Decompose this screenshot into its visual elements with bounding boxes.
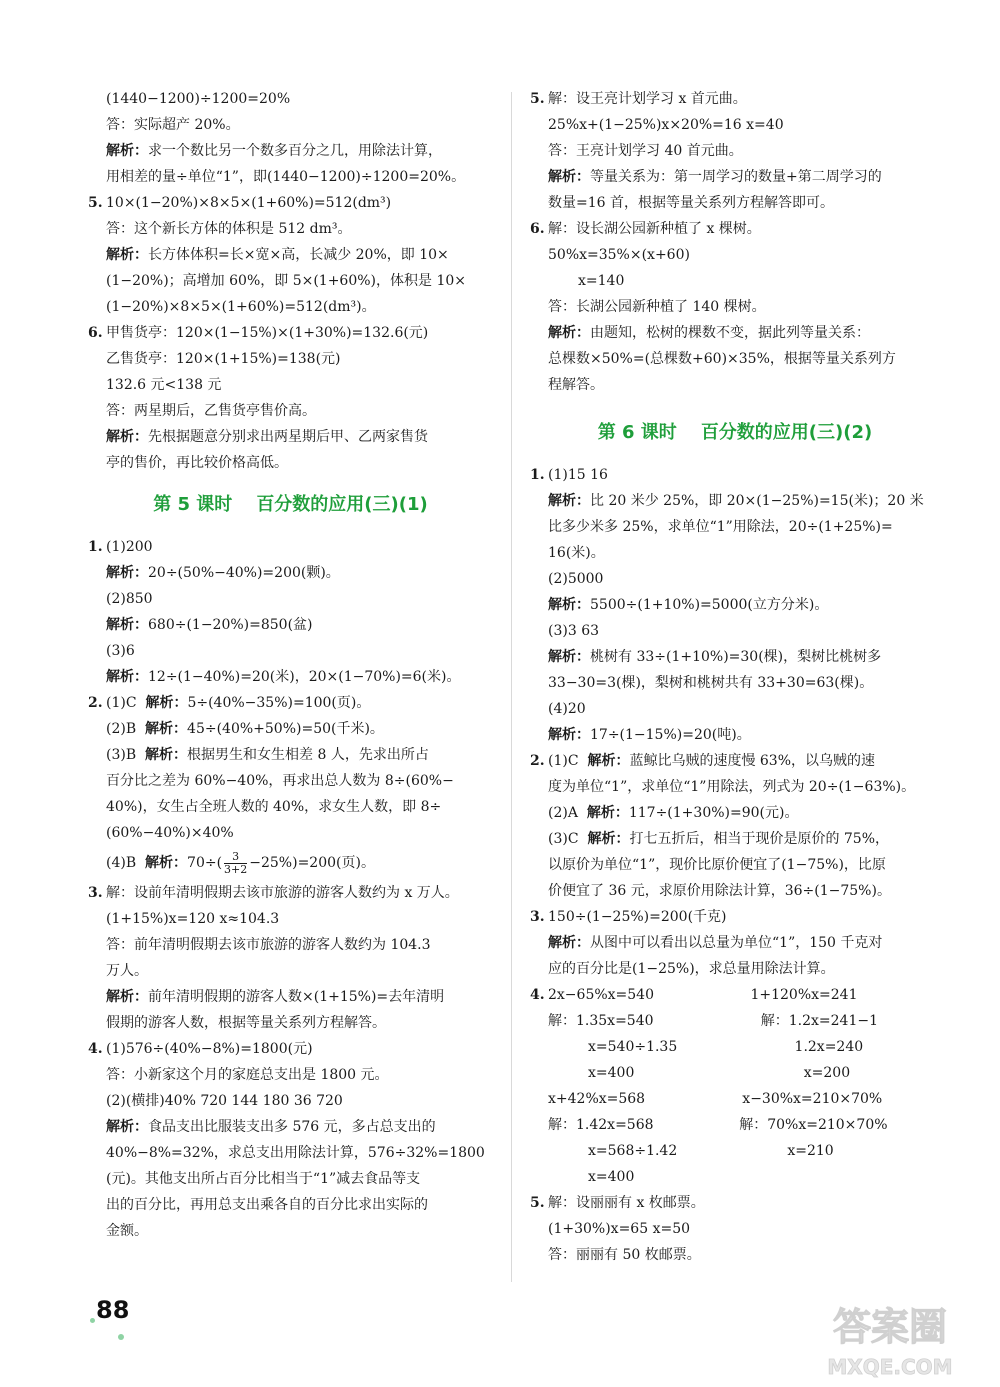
text-line bbox=[530, 722, 940, 748]
decoration-dot bbox=[90, 1318, 95, 1323]
text: 解：设王亮计划学习 x 首元曲。 bbox=[548, 91, 747, 107]
question-number: 6. bbox=[530, 221, 545, 237]
equation: 2x−65%x=540 bbox=[548, 987, 654, 1003]
analysis-label: 解析 bbox=[106, 247, 134, 263]
text-line bbox=[530, 164, 940, 190]
text-line: (1+30%)x=65 x=50 bbox=[548, 1221, 691, 1237]
text-line: (4)20 bbox=[548, 701, 586, 717]
text-line: 假期的游客人数，根据等量关系列方程解答。 bbox=[106, 1015, 386, 1031]
text-line: 出的百分比，再用总支出乘各自的百分比求出实际的 bbox=[106, 1197, 428, 1213]
question-number: 1. bbox=[530, 467, 545, 483]
colon: ： bbox=[134, 247, 148, 263]
text-line: 万人。 bbox=[106, 963, 148, 979]
text: 等量关系为：第一周学习的数量+第二周学习的 bbox=[590, 169, 882, 185]
equations-row bbox=[530, 1138, 940, 1164]
question-number: 5. bbox=[530, 1195, 545, 1211]
text-line: 答：王亮计划学习 40 首元曲。 bbox=[548, 143, 743, 159]
text-line: 应的百分比是(1−25%)，求总量用除法计算。 bbox=[548, 961, 835, 977]
equation: 解：1.2x=241−1 bbox=[760, 1013, 878, 1029]
analysis-label: 解析 bbox=[587, 831, 616, 847]
equation: x=400 bbox=[588, 1065, 635, 1081]
text: 17÷(1−15%)=20(吨)。 bbox=[590, 727, 751, 743]
text-line bbox=[88, 560, 493, 586]
colon: ： bbox=[576, 649, 590, 665]
text-line bbox=[530, 592, 940, 618]
text-line: 答：长湖公园新种植了 140 棵树。 bbox=[548, 299, 766, 315]
text-line: 40%−8%=32%，求总支出用除法计算，576÷32%=1800 bbox=[106, 1145, 485, 1161]
question-4 bbox=[88, 1036, 493, 1062]
question-number: 5. bbox=[88, 195, 103, 211]
lesson-title: 百分数的应用(三)(2) bbox=[700, 422, 873, 443]
equations-row bbox=[530, 982, 940, 1008]
text-line: (2)(横排)40% 720 144 180 36 720 bbox=[106, 1093, 343, 1109]
equation: x=568÷1.42 bbox=[588, 1143, 678, 1159]
equations-row bbox=[530, 1060, 940, 1086]
text-line: 50%x=35%×(x+60) bbox=[548, 247, 690, 263]
text: −25%)=200(页)。 bbox=[249, 855, 375, 871]
colon: ： bbox=[576, 325, 590, 341]
analysis-label: 解析 bbox=[548, 727, 576, 743]
question-5 bbox=[88, 190, 493, 216]
colon: ： bbox=[173, 695, 188, 711]
colon: ： bbox=[576, 727, 590, 743]
text-line bbox=[530, 826, 940, 852]
text-line: 132.6 元<138 元 bbox=[106, 377, 222, 393]
text: 5500÷(1+10%)=5000(立方分米)。 bbox=[590, 597, 829, 613]
analysis-label: 解析 bbox=[586, 805, 615, 821]
question-number: 4. bbox=[88, 1041, 103, 1057]
question-number: 3. bbox=[88, 885, 103, 901]
question-number: 1. bbox=[88, 539, 103, 555]
text: 解：设丽丽有 x 枚邮票。 bbox=[548, 1195, 705, 1211]
text: 117÷(1+30%)=90(元)。 bbox=[628, 805, 799, 821]
text-line: 答：两星期后，乙售货亭售价高。 bbox=[106, 403, 316, 419]
question-number: 6. bbox=[88, 325, 103, 341]
text: (3)C bbox=[548, 831, 579, 847]
colon: ： bbox=[134, 565, 148, 581]
decoration-dot bbox=[118, 1334, 124, 1340]
watermark-graphic bbox=[790, 1300, 990, 1380]
section-heading bbox=[88, 476, 493, 534]
question-number: 2. bbox=[530, 753, 545, 769]
text: 解：设前年清明假期去该市旅游的游客人数约为 x 万人。 bbox=[106, 885, 459, 901]
text-line: (3)6 bbox=[106, 643, 135, 659]
lesson-title: 百分数的应用(三)(1) bbox=[256, 494, 428, 515]
colon: ： bbox=[576, 935, 590, 951]
text: 150÷(1−25%)=200(千克) bbox=[548, 909, 727, 925]
text: (1)C bbox=[548, 753, 579, 769]
analysis-label: 解析 bbox=[106, 617, 134, 633]
text: (2)A bbox=[548, 805, 578, 821]
question-number: 3. bbox=[530, 909, 545, 925]
colon: ： bbox=[134, 429, 148, 445]
question-6 bbox=[530, 216, 940, 242]
text-line bbox=[530, 320, 940, 346]
text-line: x=140 bbox=[578, 273, 625, 289]
question-number: 4. bbox=[530, 987, 545, 1003]
text-line: 答：这个新长方体的体积是 512 dm³。 bbox=[106, 221, 352, 237]
colon: ： bbox=[615, 831, 630, 847]
analysis-label: 解析 bbox=[106, 669, 134, 685]
analysis-label: 解析 bbox=[145, 721, 174, 737]
analysis-label: 解析 bbox=[548, 597, 576, 613]
equation: x+42%x=568 bbox=[548, 1091, 646, 1107]
text-line bbox=[88, 242, 493, 268]
analysis-label: 解析 bbox=[106, 989, 134, 1005]
text-line bbox=[88, 716, 493, 742]
text-line: (元)。其他支出所占百分比相当于“1”减去食品等支 bbox=[106, 1171, 421, 1187]
question-3 bbox=[88, 880, 493, 906]
text: 蓝鲸比乌贼的速度慢 63%，以乌贼的速 bbox=[629, 753, 876, 769]
question-1 bbox=[530, 462, 940, 488]
analysis-label: 解析 bbox=[106, 1119, 134, 1135]
text: 甲售货亭：120×(1−15%)×(1+30%)=132.6(元) bbox=[106, 325, 429, 341]
analysis-label: 解析 bbox=[548, 493, 576, 509]
equation: x=200 bbox=[803, 1065, 851, 1081]
page-number: 88 bbox=[96, 1296, 130, 1324]
equations-row bbox=[530, 1034, 940, 1060]
text-line: 总棵数×50%=(总棵数+60)×35%，根据等量关系列方 bbox=[548, 351, 896, 367]
text-line bbox=[88, 612, 493, 638]
colon: ： bbox=[615, 753, 630, 769]
question-5b bbox=[530, 1190, 940, 1216]
text-line: 亭的售价，再比较价格高低。 bbox=[106, 455, 288, 471]
text: 20÷(50%−40%)=200(颗)。 bbox=[148, 565, 340, 581]
analysis-label: 解析 bbox=[145, 855, 174, 871]
colon: ： bbox=[576, 493, 590, 509]
text-line bbox=[88, 1114, 493, 1140]
text-line bbox=[88, 664, 493, 690]
text: (1)576÷(40%−8%)=1800(元) bbox=[106, 1041, 313, 1057]
text-line bbox=[530, 644, 940, 670]
equations-row bbox=[530, 1086, 940, 1112]
text-line: 比多少米多 25%，求单位“1”用除法，20÷(1+25%)= bbox=[548, 519, 893, 535]
equation: x=210 bbox=[787, 1143, 834, 1159]
text-line: 价便宜了 36 元，求原价用除法计算，36÷(1−75%)。 bbox=[548, 883, 891, 899]
question-2 bbox=[88, 690, 493, 716]
equation: x=540÷1.35 bbox=[588, 1039, 678, 1055]
equations-row bbox=[530, 1008, 940, 1034]
left-column bbox=[88, 86, 493, 1244]
text: 长方体体积=长×宽×高，长减少 20%，即 10× bbox=[148, 247, 449, 263]
text: 前年清明假期的游客人数×(1+15%)=去年清明 bbox=[148, 989, 445, 1005]
equation: 解：1.35x=540 bbox=[548, 1013, 654, 1029]
analysis-label: 解析 bbox=[548, 935, 576, 951]
column-divider bbox=[511, 92, 512, 1282]
text-line: (1440−1200)÷1200=20% bbox=[106, 91, 291, 107]
text: 70÷( bbox=[187, 855, 223, 871]
text-line: 百分比之差为 60%−40%，再求出总人数为 8÷(60%− bbox=[106, 773, 454, 789]
colon: ： bbox=[134, 669, 148, 685]
text: 12÷(1−40%)=20(米)，20×(1−70%)=6(米)。 bbox=[148, 669, 461, 685]
text: 由题知，松树的棵数不变，据此列等量关系： bbox=[590, 325, 870, 341]
fraction-denominator: 3+2 bbox=[224, 862, 248, 876]
text-line bbox=[88, 984, 493, 1010]
text: (2)B bbox=[106, 721, 137, 737]
lesson-number: 第 5 课时 bbox=[153, 494, 233, 515]
text-line: (1−20%)；高增加 60%，即 5×(1+60%)，体积是 10× bbox=[106, 273, 467, 289]
text-line: 用相差的量÷单位“1”，即(1440−1200)÷1200=20%。 bbox=[106, 169, 466, 185]
text-line: (60%−40%)×40% bbox=[106, 825, 234, 841]
colon: ： bbox=[134, 1119, 148, 1135]
analysis-label: 解析 bbox=[548, 649, 576, 665]
text: 先根据题意分别求出两星期后甲、乙两家售货 bbox=[148, 429, 428, 445]
text-line: 答：小新家这个月的家庭总支出是 1800 元。 bbox=[106, 1067, 389, 1083]
text: (1)C bbox=[106, 695, 137, 711]
text: 桃树有 33÷(1+10%)=30(棵)，梨树比桃树多 bbox=[590, 649, 882, 665]
text-line: 度为单位“1”，求单位“1”用除法，列式为 20÷(1−63%)。 bbox=[548, 779, 916, 795]
text: 食品支出比服装支出多 576 元，多占总支出的 bbox=[148, 1119, 436, 1135]
question-3 bbox=[530, 904, 940, 930]
text-line bbox=[88, 846, 493, 880]
text-line: (2)5000 bbox=[548, 571, 604, 587]
text-line bbox=[88, 138, 493, 164]
watermark-text-top: 答案圈 bbox=[832, 1305, 948, 1349]
equation: x−30%x=210×70% bbox=[742, 1091, 883, 1107]
analysis-label: 解析 bbox=[548, 325, 576, 341]
analysis-label: 解析 bbox=[145, 747, 174, 763]
text-line: 金额。 bbox=[106, 1223, 148, 1239]
colon: ： bbox=[614, 805, 629, 821]
text-line: (1+15%)x=120 x≈104.3 bbox=[106, 911, 280, 927]
question-number: 2. bbox=[88, 695, 103, 711]
colon: ： bbox=[576, 169, 590, 185]
equation: 解：70%x=210×70% bbox=[739, 1117, 888, 1133]
text: 10×(1−20%)×8×5×(1+60%)=512(dm³) bbox=[106, 195, 392, 211]
question-number: 5. bbox=[530, 91, 545, 107]
text-line: 33−30=3(棵)，梨树和桃树共有 33+30=63(棵)。 bbox=[548, 675, 874, 691]
text-line: (3)3 63 bbox=[548, 623, 600, 639]
analysis-label: 解析 bbox=[106, 429, 134, 445]
equations-row bbox=[530, 1112, 940, 1138]
text: 求一个数比另一个数多百分之几，用除法计算， bbox=[148, 143, 442, 159]
text: 45÷(40%+50%)=50(千米)。 bbox=[187, 721, 384, 737]
text-line: 乙售货亭：120×(1+15%)=138(元) bbox=[106, 351, 341, 367]
analysis-label: 解析 bbox=[548, 169, 576, 185]
lesson-number: 第 6 课时 bbox=[597, 422, 677, 443]
text: 5÷(40%−35%)=100(页)。 bbox=[187, 695, 371, 711]
text: (3)B bbox=[106, 747, 137, 763]
fraction-numerator: 3 bbox=[232, 849, 240, 863]
text: 比 20 米少 25%，即 20×(1−25%)=15(米)；20 米 bbox=[590, 493, 924, 509]
analysis-label: 解析 bbox=[106, 565, 134, 581]
equation: 1+120%x=241 bbox=[750, 987, 858, 1003]
text-line bbox=[88, 742, 493, 768]
text-line: 40%)，女生占全班人数的 40%，求女生人数，即 8÷ bbox=[106, 799, 442, 815]
colon: ： bbox=[134, 617, 148, 633]
question-2 bbox=[530, 748, 940, 774]
section-heading bbox=[530, 404, 940, 462]
watermark-logo bbox=[790, 1300, 990, 1380]
text-line: 以原价为单位“1”，现价比原价便宜了(1−75%)，比原 bbox=[548, 857, 886, 873]
text-line: 程解答。 bbox=[548, 377, 604, 393]
text-line bbox=[530, 930, 940, 956]
text: 680÷(1−20%)=850(盆) bbox=[148, 617, 313, 633]
equation: 解：1.42x=568 bbox=[548, 1117, 654, 1133]
analysis-label: 解析 bbox=[587, 753, 616, 769]
colon: ： bbox=[134, 143, 148, 159]
text-line bbox=[530, 488, 940, 514]
text-line: 数量=16 首，根据等量关系列方程解答即可。 bbox=[548, 195, 834, 211]
text: 解：设长湖公园新种植了 x 棵树。 bbox=[548, 221, 761, 237]
text: (4)B bbox=[106, 855, 137, 871]
text-line: 16(米)。 bbox=[548, 545, 605, 561]
watermark-text-bottom: MXQE.COM bbox=[827, 1355, 953, 1379]
text-line: 25%x+(1−25%)x×20%=16 x=40 bbox=[548, 117, 784, 133]
question-6 bbox=[88, 320, 493, 346]
text-line: (1−20%)×8×5×(1+60%)=512(dm³)。 bbox=[106, 299, 376, 315]
equation: x=400 bbox=[588, 1169, 635, 1185]
question-1 bbox=[88, 534, 493, 560]
colon: ： bbox=[173, 855, 188, 871]
colon: ： bbox=[134, 989, 148, 1005]
colon: ： bbox=[173, 747, 188, 763]
text: 打七五折后，相当于现价是原价的 75%， bbox=[629, 831, 890, 847]
text: 从图中可以看出以总量为单位“1”，150 千克对 bbox=[590, 935, 883, 951]
text: 根据男生和女生相差 8 人，先求出所占 bbox=[187, 747, 429, 763]
text: (1)15 16 bbox=[548, 467, 608, 483]
analysis-label: 解析 bbox=[106, 143, 134, 159]
text-line bbox=[530, 800, 940, 826]
colon: ： bbox=[173, 721, 188, 737]
equation: 1.2x=240 bbox=[794, 1039, 864, 1055]
question-5 bbox=[530, 86, 940, 112]
text-line bbox=[88, 424, 493, 450]
analysis-label: 解析 bbox=[145, 695, 174, 711]
text-line: 答：前年清明假期去该市旅游的游客人数约为 104.3 bbox=[106, 937, 431, 953]
text: (1)200 bbox=[106, 539, 153, 555]
colon: ： bbox=[576, 597, 590, 613]
text-line: 答：丽丽有 50 枚邮票。 bbox=[548, 1247, 701, 1263]
right-column bbox=[530, 86, 940, 1268]
fraction bbox=[224, 851, 247, 876]
text-line: 答：实际超产 20%。 bbox=[106, 117, 240, 133]
text-line: (2)850 bbox=[106, 591, 153, 607]
